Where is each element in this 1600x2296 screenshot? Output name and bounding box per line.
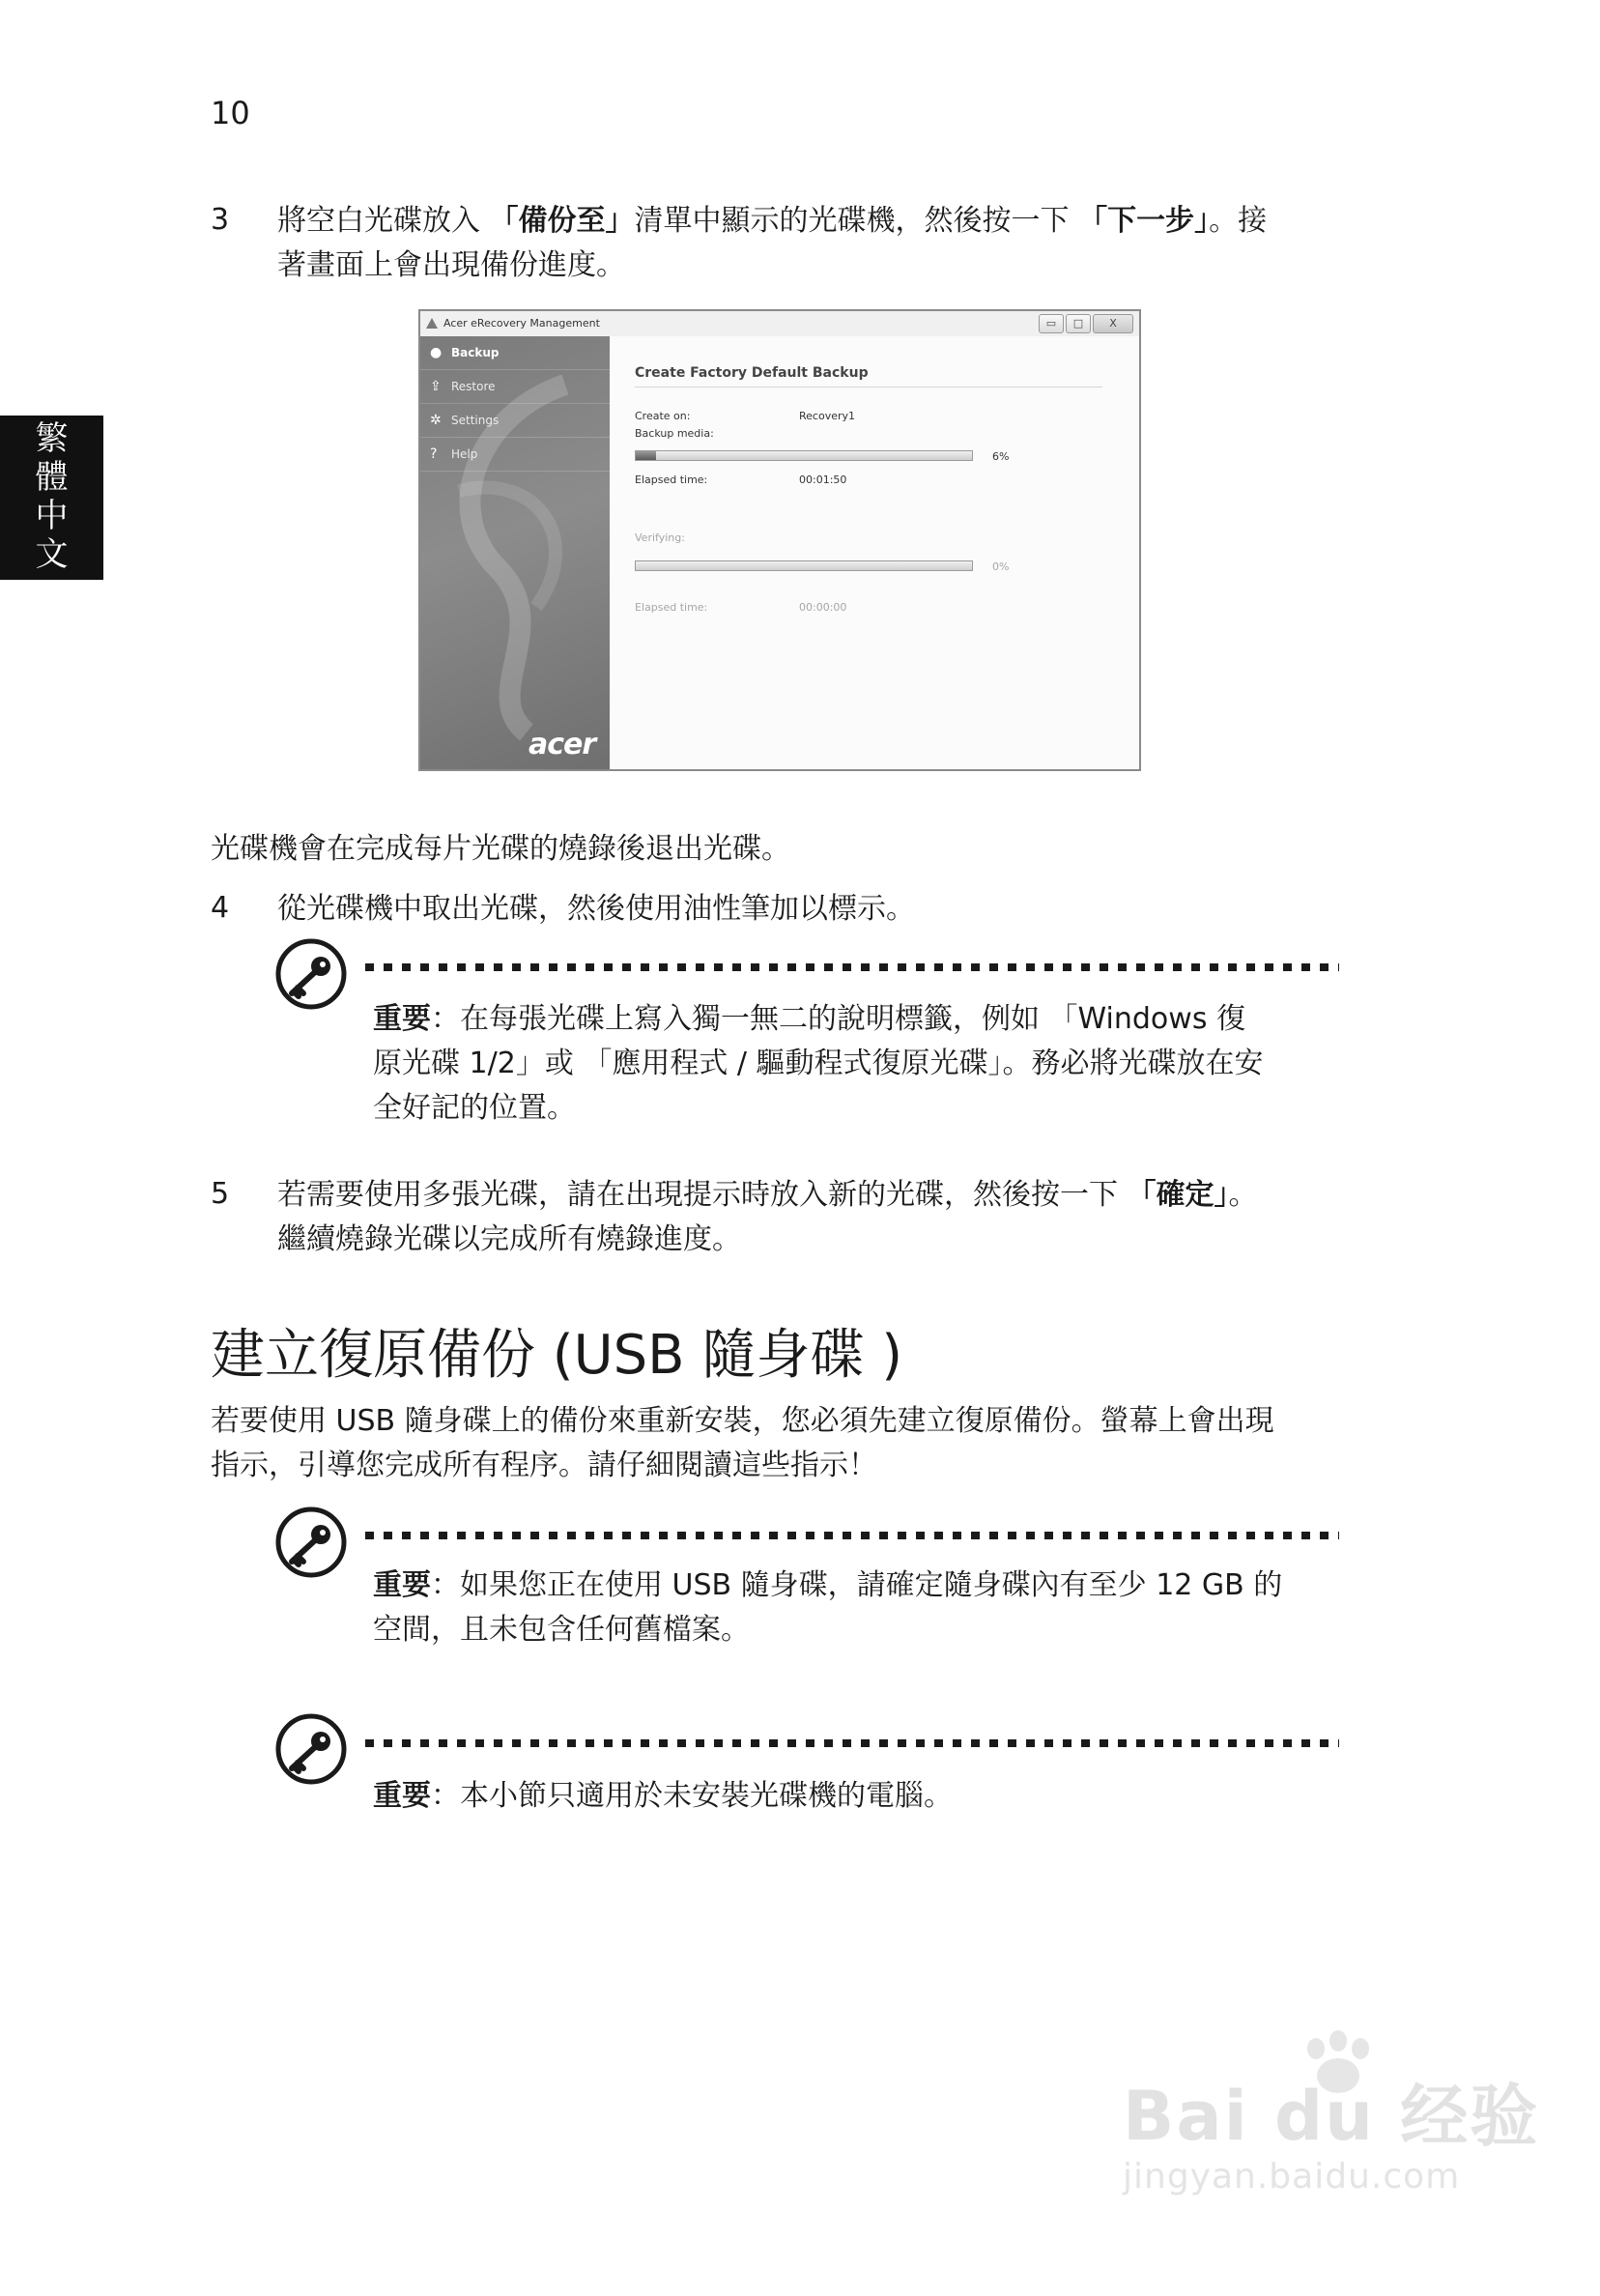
bold-term: 「備份至」 (489, 204, 635, 238)
verify-progress-bar (635, 560, 973, 571)
sidebar-item-restore[interactable] (420, 370, 610, 404)
watermark-brand: Bai du 经验 (1123, 2077, 1540, 2156)
text-run: 若需要使用多張光碟，請在出現提示時放入新的光碟，然後按一下 (277, 1178, 1128, 1212)
note-divider (365, 1739, 1339, 1747)
note-line: 全好記的位置。 (373, 1091, 576, 1125)
note-divider (365, 963, 1339, 971)
sidebar-item-settings[interactable] (420, 404, 610, 438)
step-5-text (277, 1173, 1369, 1262)
sidebar-item-label: Backup (451, 346, 500, 359)
elapsed-value-2: 00:00:00 (799, 601, 847, 614)
note-line: 空間，且未包含任何舊檔案。 (373, 1613, 750, 1647)
backup-progress-fill (636, 451, 656, 460)
language-tab (0, 416, 103, 580)
note-label: 重要 (373, 1779, 431, 1813)
step-3-line: 著畫面上會出現備份進度。 (277, 248, 625, 282)
sidebar-item-label: Restore (451, 380, 496, 393)
acer-logo: acer (529, 728, 596, 761)
text-run: ：在每張光碟上寫入獨一無二的說明標籤，例如 「Windows 復 (431, 1002, 1245, 1036)
page-number: 10 (211, 95, 250, 131)
step-4-text: 從光碟機中取出光碟，然後使用油性筆加以標示。 (277, 892, 915, 926)
backup-panel (610, 336, 1139, 769)
note-1 (373, 997, 1339, 1131)
step-number: 4 (211, 891, 230, 925)
section-title: 建立復原備份 (USB 隨身碟 ) (211, 1324, 903, 1387)
verifying-label: Verifying: (635, 531, 685, 544)
create-on-value: Recovery1 (799, 410, 856, 422)
text-run: 清單中顯示的光碟機，然後按一下 (634, 204, 1079, 238)
step-3-text (277, 199, 1359, 288)
language-tab-char: 中 (35, 497, 69, 535)
elapsed-value: 00:01:50 (799, 474, 847, 486)
gear-icon: ✲ (430, 413, 442, 428)
sidebar (420, 336, 610, 769)
note-3 (373, 1774, 1339, 1819)
language-tab-char: 繁 (35, 419, 69, 458)
note-2 (373, 1564, 1339, 1652)
bold-term: 「確定」 (1127, 1178, 1229, 1212)
note-line (373, 1774, 1339, 1819)
note-line (373, 1564, 1339, 1608)
key-icon (274, 1506, 348, 1579)
sidebar-item-backup[interactable] (420, 336, 610, 370)
verify-percent: 0% (992, 560, 1010, 573)
step-number: 5 (211, 1177, 230, 1211)
sidebar-item-help[interactable] (420, 438, 610, 472)
note-label: 重要 (373, 1568, 431, 1602)
close-icon[interactable]: X (1093, 314, 1133, 333)
step-5-line (277, 1173, 1369, 1218)
key-icon (274, 1712, 348, 1786)
help-icon: ? (430, 446, 438, 462)
note-divider (365, 1532, 1339, 1539)
text-run: ：如果您正在使用 USB 隨身碟，請確定隨身碟內有至少 12 GB 的 (431, 1568, 1283, 1602)
step-3-line (277, 199, 1359, 244)
note-line (373, 997, 1339, 1042)
text-run: 將空白光碟放入 (277, 204, 490, 238)
minimize-icon[interactable]: ▭ (1039, 314, 1064, 333)
text-run: 。接 (1209, 204, 1268, 238)
watermark-url: jingyan.baidu.com (1123, 2157, 1461, 2196)
create-on-label: Create on: (635, 410, 691, 422)
language-tab-char: 文 (35, 535, 69, 574)
app-icon (426, 318, 438, 329)
restore-icon: ⇪ (430, 379, 442, 394)
note-label: 重要 (373, 1002, 431, 1036)
screenshot-window (418, 309, 1141, 771)
window-controls (1039, 314, 1133, 333)
text-run: 。 (1228, 1178, 1258, 1212)
intro-line: 指示，引導您完成所有程序。請仔細閱讀這些指示！ (211, 1449, 877, 1482)
bold-term: 「下一步」 (1078, 204, 1210, 238)
elapsed-label: Elapsed time: (635, 474, 708, 486)
panel-heading: Create Factory Default Backup (635, 365, 1102, 387)
sidebar-item-label: Help (451, 447, 478, 461)
window-title: Acer eRecovery Management (443, 317, 600, 330)
key-icon (274, 937, 348, 1011)
note-line: 原光碟 1/2」或 「應用程式 / 驅動程式復原光碟」。務必將光碟放在安 (373, 1047, 1264, 1080)
sidebar-item-label: Settings (451, 414, 500, 427)
window-titlebar (420, 311, 1139, 337)
backup-percent: 6% (992, 450, 1010, 463)
language-tab-char: 體 (35, 458, 69, 497)
text-run: ：本小節只適用於未安裝光碟機的電腦。 (431, 1779, 953, 1813)
backup-icon: ● (430, 345, 443, 360)
elapsed-label-2: Elapsed time: (635, 601, 708, 614)
intro-line: 若要使用 USB 隨身碟上的備份來重新安裝，您必須先建立復原備份。螢幕上會出現 (211, 1404, 1274, 1438)
backup-media-label: Backup media: (635, 427, 714, 440)
step-5-line: 繼續燒錄光碟以完成所有燒錄進度。 (277, 1222, 741, 1256)
backup-progress-bar (635, 450, 973, 461)
maximize-icon[interactable]: □ (1066, 314, 1091, 333)
step-number: 3 (211, 203, 230, 237)
intro-paragraph (211, 1399, 1370, 1488)
eject-paragraph: 光碟機會在完成每片光碟的燒錄後退出光碟。 (211, 832, 790, 866)
